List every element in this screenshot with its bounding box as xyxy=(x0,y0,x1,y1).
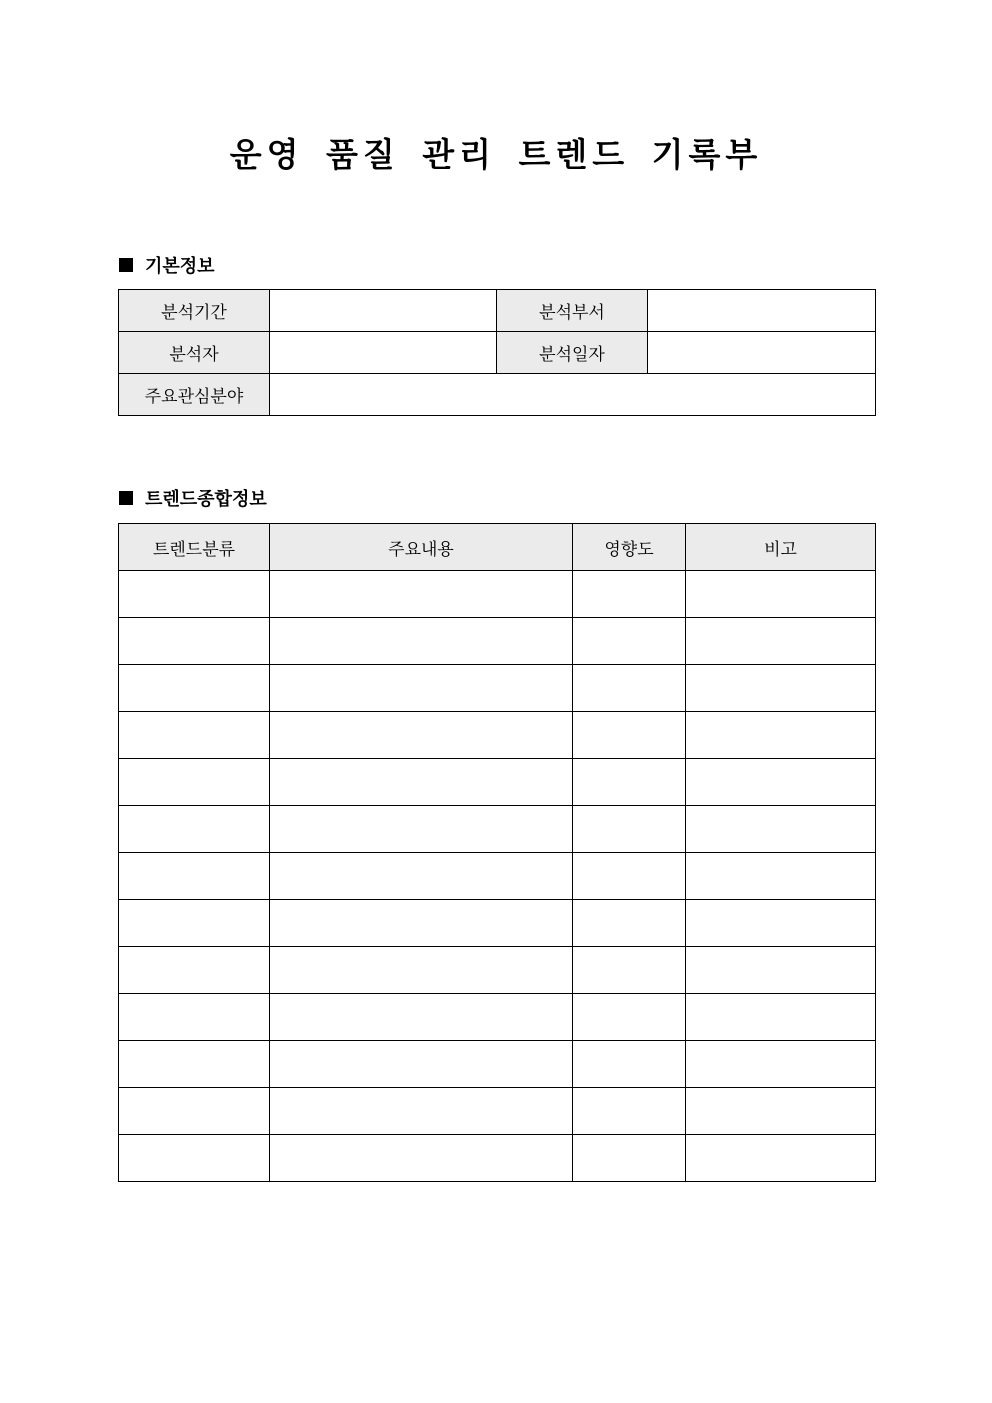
table-row xyxy=(119,806,876,853)
basic-info-table xyxy=(118,289,876,416)
trend-category-cell[interactable] xyxy=(119,947,270,994)
table-row xyxy=(119,994,876,1041)
trend-category-cell[interactable] xyxy=(119,618,270,665)
trend-summary-table xyxy=(118,523,876,1182)
focus-area-label: 주요관심분야 xyxy=(119,374,270,416)
impact-cell[interactable] xyxy=(573,1135,686,1182)
analysis-department-field[interactable] xyxy=(648,290,876,332)
main-content-cell[interactable] xyxy=(270,806,573,853)
remarks-cell[interactable] xyxy=(686,571,876,618)
remarks-cell[interactable] xyxy=(686,900,876,947)
remarks-cell[interactable] xyxy=(686,618,876,665)
remarks-cell[interactable] xyxy=(686,994,876,1041)
basic-info-row xyxy=(119,332,876,374)
trend-category-cell[interactable] xyxy=(119,806,270,853)
column-header-impact: 영향도 xyxy=(573,524,686,571)
main-content-cell[interactable] xyxy=(270,1088,573,1135)
remarks-cell[interactable] xyxy=(686,1135,876,1182)
square-bullet-icon xyxy=(119,258,133,272)
trend-category-cell[interactable] xyxy=(119,994,270,1041)
square-bullet-icon xyxy=(119,491,133,505)
analysis-period-label: 분석기간 xyxy=(119,290,270,332)
basic-info-heading xyxy=(119,253,215,277)
table-row xyxy=(119,665,876,712)
table-row xyxy=(119,712,876,759)
trend-category-cell[interactable] xyxy=(119,1041,270,1088)
impact-cell[interactable] xyxy=(573,1088,686,1135)
impact-cell[interactable] xyxy=(573,665,686,712)
impact-cell[interactable] xyxy=(573,900,686,947)
trend-summary-heading xyxy=(119,486,267,510)
table-row xyxy=(119,571,876,618)
trend-category-cell[interactable] xyxy=(119,1135,270,1182)
main-content-cell[interactable] xyxy=(270,618,573,665)
impact-cell[interactable] xyxy=(573,618,686,665)
main-content-cell[interactable] xyxy=(270,1135,573,1182)
document-title: 운영 품질 관리 트렌드 기록부 xyxy=(229,135,763,174)
analyst-field[interactable] xyxy=(270,332,497,374)
main-content-cell[interactable] xyxy=(270,900,573,947)
basic-info-row xyxy=(119,374,876,416)
remarks-cell[interactable] xyxy=(686,759,876,806)
remarks-cell[interactable] xyxy=(686,853,876,900)
remarks-cell[interactable] xyxy=(686,1088,876,1135)
focus-area-field[interactable] xyxy=(270,374,876,416)
impact-cell[interactable] xyxy=(573,571,686,618)
trend-category-cell[interactable] xyxy=(119,712,270,759)
table-row xyxy=(119,618,876,665)
trend-category-cell[interactable] xyxy=(119,853,270,900)
main-content-cell[interactable] xyxy=(270,994,573,1041)
remarks-cell[interactable] xyxy=(686,665,876,712)
impact-cell[interactable] xyxy=(573,947,686,994)
remarks-cell[interactable] xyxy=(686,806,876,853)
trend-category-cell[interactable] xyxy=(119,900,270,947)
trend-category-cell[interactable] xyxy=(119,1088,270,1135)
table-row xyxy=(119,853,876,900)
remarks-cell[interactable] xyxy=(686,1041,876,1088)
impact-cell[interactable] xyxy=(573,853,686,900)
main-content-cell[interactable] xyxy=(270,571,573,618)
column-header-trend-category: 트렌드분류 xyxy=(119,524,270,571)
remarks-cell[interactable] xyxy=(686,712,876,759)
trend-table-header-row xyxy=(119,524,876,571)
main-content-cell[interactable] xyxy=(270,853,573,900)
remarks-cell[interactable] xyxy=(686,947,876,994)
impact-cell[interactable] xyxy=(573,712,686,759)
impact-cell[interactable] xyxy=(573,1041,686,1088)
trend-category-cell[interactable] xyxy=(119,571,270,618)
table-row xyxy=(119,1041,876,1088)
column-header-main-content: 주요내용 xyxy=(270,524,573,571)
analysis-department-label: 분석부서 xyxy=(497,290,648,332)
main-content-cell[interactable] xyxy=(270,712,573,759)
impact-cell[interactable] xyxy=(573,994,686,1041)
main-content-cell[interactable] xyxy=(270,665,573,712)
impact-cell[interactable] xyxy=(573,806,686,853)
basic-info-row xyxy=(119,290,876,332)
table-row xyxy=(119,947,876,994)
analysis-date-field[interactable] xyxy=(648,332,876,374)
main-content-cell[interactable] xyxy=(270,947,573,994)
analysis-period-field[interactable] xyxy=(270,290,497,332)
column-header-remarks: 비고 xyxy=(686,524,876,571)
table-row xyxy=(119,759,876,806)
main-content-cell[interactable] xyxy=(270,1041,573,1088)
table-row xyxy=(119,1135,876,1182)
analysis-date-label: 분석일자 xyxy=(497,332,648,374)
table-row xyxy=(119,1088,876,1135)
trend-category-cell[interactable] xyxy=(119,759,270,806)
basic-info-heading-label: 기본정보 xyxy=(145,256,215,277)
impact-cell[interactable] xyxy=(573,759,686,806)
table-row xyxy=(119,900,876,947)
main-content-cell[interactable] xyxy=(270,759,573,806)
trend-summary-heading-label: 트렌드종합정보 xyxy=(145,489,267,510)
trend-category-cell[interactable] xyxy=(119,665,270,712)
analyst-label: 분석자 xyxy=(119,332,270,374)
